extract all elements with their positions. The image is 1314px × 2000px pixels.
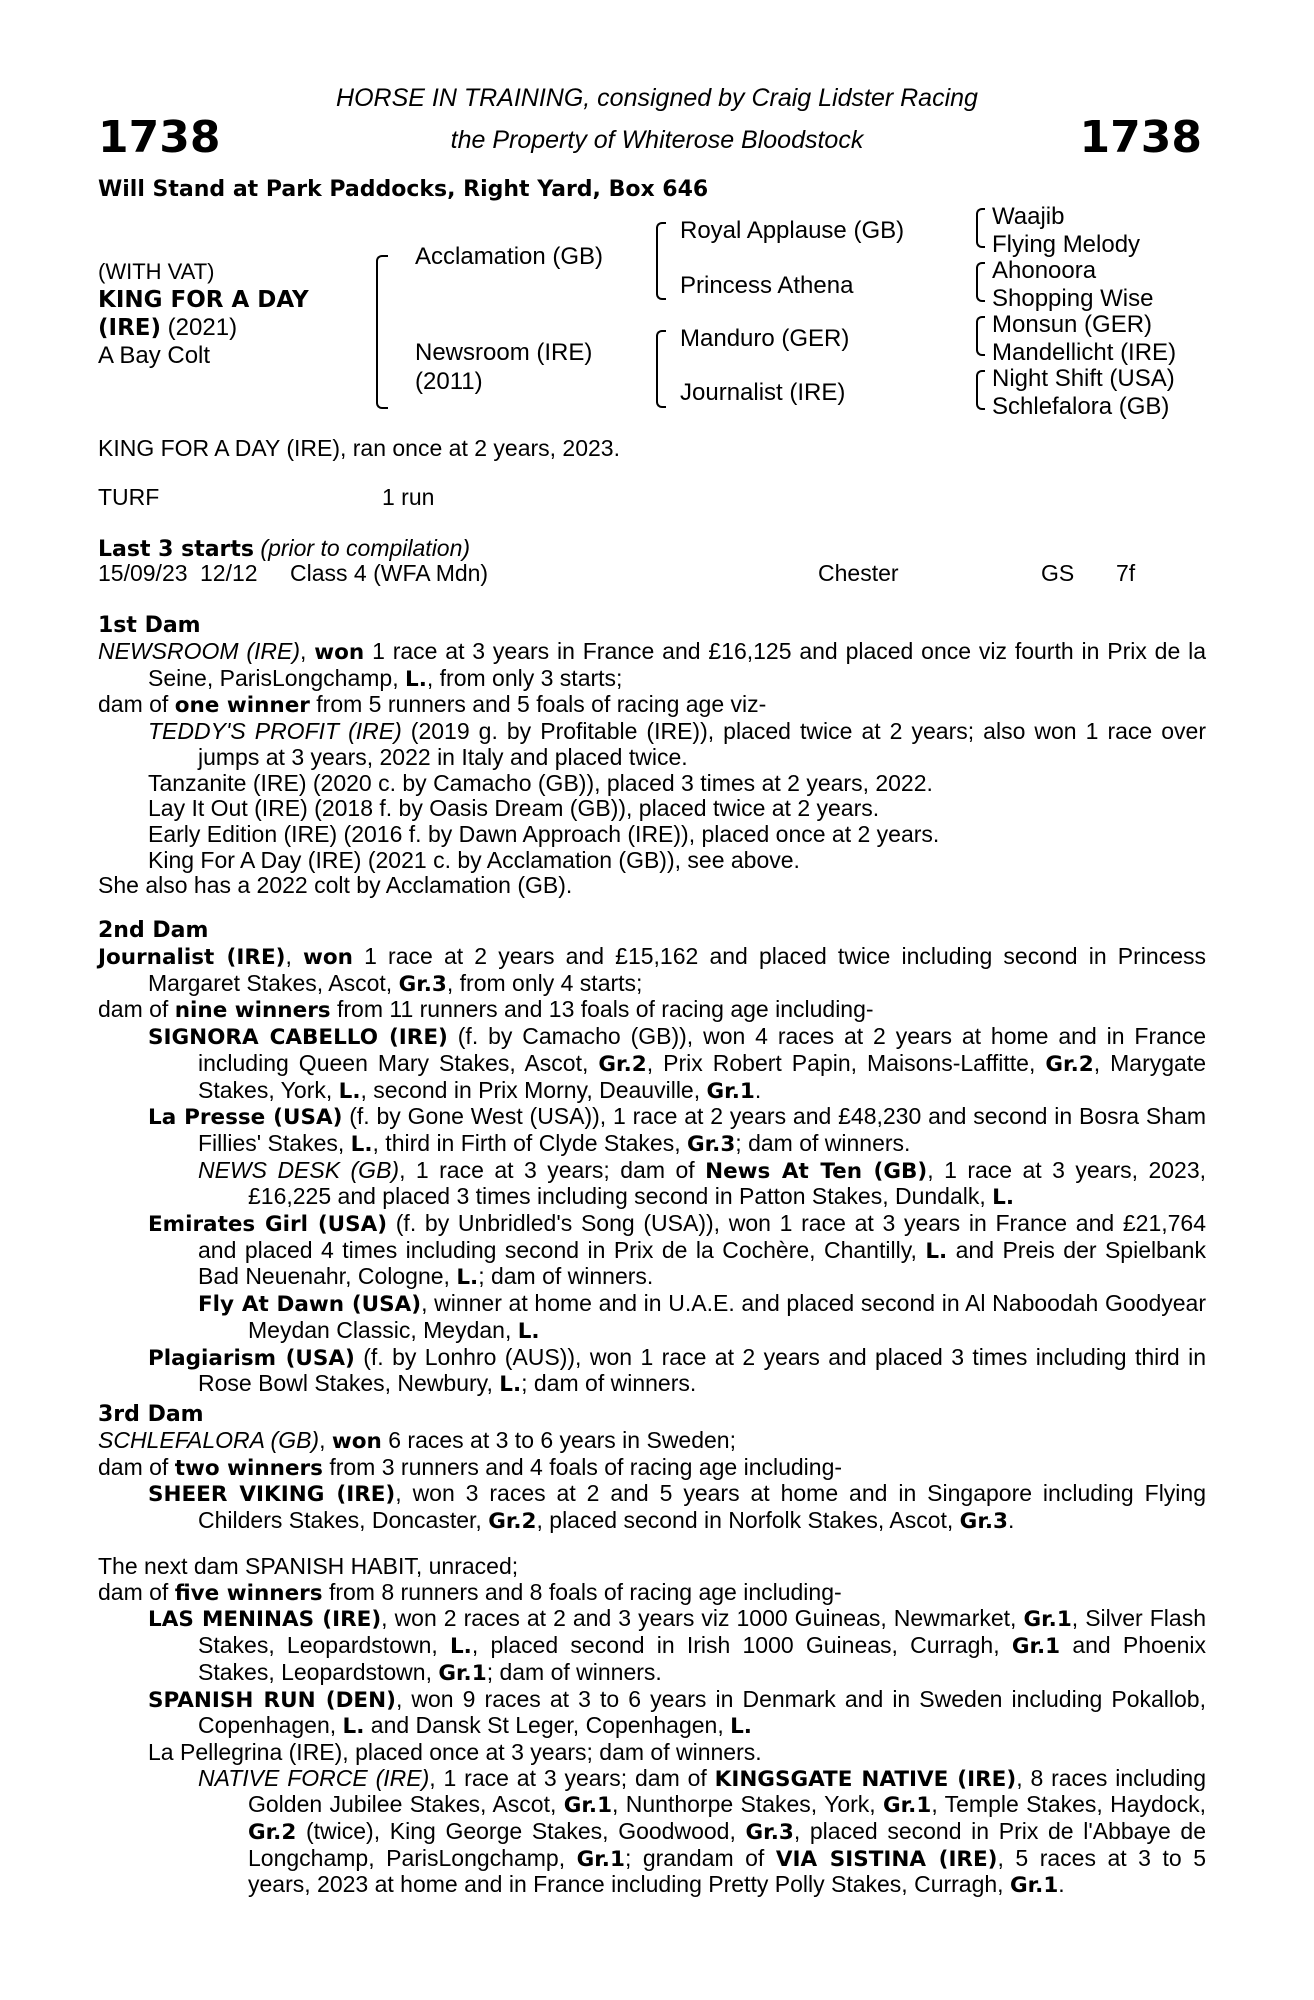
pedigree-brace-g3-1 bbox=[976, 208, 985, 248]
pedigree-paragraph bbox=[148, 1024, 1206, 1104]
bold-text: L. bbox=[338, 1078, 361, 1104]
pedigree-dam: Newsroom (IRE) bbox=[415, 339, 593, 366]
third-dam-heading: 3rd Dam bbox=[98, 1402, 204, 1427]
bold-text: L. bbox=[925, 1238, 948, 1264]
pedigree-paragraph bbox=[98, 873, 1206, 899]
bold-text: Gr.3 bbox=[745, 1820, 794, 1846]
horse-year: (2021) bbox=[161, 314, 238, 341]
text-run: , 5 races at 3 to 5 years, 2023 at home and in France including Pretty Polly Stakes, Curragh, bbox=[248, 1844, 1206, 1898]
bold-text: Gr.2 bbox=[598, 1051, 647, 1077]
text-run: , bbox=[285, 943, 303, 969]
text-run: Tanzanite (IRE) (2020 c. by Camacho (GB)), placed 3 times at 2 years, 2022. bbox=[148, 769, 933, 796]
text-run: dam of bbox=[98, 996, 175, 1023]
bold-text: nine winners bbox=[174, 998, 331, 1024]
text-run: from 5 runners and 5 foals of racing age viz- bbox=[309, 691, 767, 718]
first-dam-heading: 1st Dam bbox=[98, 613, 201, 638]
text-run: , third in Firth of Clyde Stakes, bbox=[372, 1129, 687, 1156]
horse-name-line2 bbox=[98, 314, 309, 342]
bold-text: one winner bbox=[174, 693, 310, 719]
pedigree-g3-night-shift: Night Shift (USA) bbox=[992, 365, 1175, 392]
bold-text: KINGSGATE NATIVE (IRE) bbox=[714, 1766, 1017, 1792]
text-run: The next dam SPANISH HABIT, unraced; bbox=[98, 1553, 519, 1579]
stable-location: Will Stand at Park Paddocks, Right Yard, Box 646 bbox=[98, 177, 709, 202]
pedigree-paragraph bbox=[98, 692, 1206, 719]
bold-text: five winners bbox=[174, 1580, 323, 1606]
bold-text: L. bbox=[342, 1714, 365, 1740]
pedigree-g3-shopping-wise: Shopping Wise bbox=[992, 285, 1154, 312]
second-dam-body bbox=[98, 944, 1206, 1398]
bold-text: won bbox=[314, 640, 365, 665]
bold-text: L. bbox=[456, 1265, 479, 1291]
pedigree-paragraph bbox=[148, 719, 1206, 770]
bold-text: won bbox=[303, 945, 353, 970]
text-run: ; dam of winners. bbox=[521, 1370, 697, 1397]
pedigree-sire: Acclamation (GB) bbox=[415, 243, 604, 270]
text-run: , 8 races including Golden Jubilee Stakes, Ascot, bbox=[248, 1764, 1206, 1818]
last-starts-note: (prior to compilation) bbox=[254, 535, 471, 561]
text-run: ; dam of winners. bbox=[478, 1263, 654, 1290]
text-run: 6 races at 3 to 6 years in Sweden; bbox=[381, 1427, 736, 1453]
text-run: La Pellegrina (IRE), placed once at 3 years; dam of winners. bbox=[148, 1738, 762, 1765]
pedigree-paragraph bbox=[148, 1687, 1206, 1740]
bold-text: two winners bbox=[174, 1455, 323, 1481]
text-run: She also has a 2022 colt by Acclamation (GB). bbox=[98, 872, 573, 899]
pedigree-g3-schlefalora: Schlefalora (GB) bbox=[992, 393, 1170, 420]
horse-name: KING FOR A DAY bbox=[98, 287, 309, 313]
text-run: , bbox=[319, 1427, 332, 1453]
bold-text: Gr.2 bbox=[1045, 1051, 1094, 1077]
text-run: 1 race at 2 years and £15,162 and placed twice including second in Princess Margaret Stakes, Ascot, bbox=[148, 943, 1206, 996]
pedigree-paragraph bbox=[148, 1211, 1206, 1291]
pedigree-paragraph bbox=[198, 1291, 1206, 1344]
text-run: , 1 race at 3 years, 2023, £16,225 and placed 3 times including second in Patton Stakes, Dundalk, bbox=[248, 1156, 1206, 1210]
pedigree-brace-sire bbox=[656, 222, 666, 300]
text-run: , from only 4 starts; bbox=[446, 969, 643, 996]
text-run: , won 2 races at 2 and 3 years viz 1000 Guineas, Newmarket, bbox=[381, 1605, 1024, 1632]
pedigree-g3-flying-melody: Flying Melody bbox=[992, 231, 1141, 258]
bold-text: VIA SISTINA (IRE) bbox=[775, 1846, 998, 1872]
text-run: , Temple Stakes, Haydock, bbox=[931, 1791, 1206, 1818]
text-run: , 1 race at 3 years; dam of bbox=[429, 1764, 715, 1791]
bold-text: won bbox=[331, 1429, 382, 1454]
text-run: and Dansk St Leger, Copenhagen, bbox=[364, 1712, 731, 1739]
first-dam-body bbox=[98, 639, 1206, 899]
bold-text: L. bbox=[350, 1131, 373, 1157]
text-run: (f. by Camacho (GB)), won 4 races at 2 years at home and in France including Queen Mary Stakes, Ascot, bbox=[198, 1023, 1206, 1076]
text-run: 1 race at 3 years in France and £16,125 and placed once viz fourth in Prix de la Seine, ParisLongchamp, bbox=[148, 638, 1206, 691]
text-run: and Preis der Spielbank Bad Neuenahr, Cologne, bbox=[198, 1236, 1206, 1290]
pedigree-paragraph bbox=[98, 1580, 1206, 1607]
bold-text: Gr.1 bbox=[1011, 1634, 1061, 1660]
text-run: (f. by Unbridled's Song (USA)), won 1 race at 3 years in France and £21,764 and placed 4 times including second in Prix de la Cochère, Chantilly, bbox=[198, 1210, 1206, 1263]
pedigree-brace-gen1 bbox=[376, 255, 388, 409]
bold-text: LAS MENINAS (IRE) bbox=[148, 1607, 382, 1633]
vat-status: (WITH VAT) bbox=[98, 259, 215, 284]
last-starts-title bbox=[98, 536, 470, 562]
text-run: (f. by Lonhro (AUS)), won 1 race at 2 years and placed 3 times including third in Rose Bowl Stakes, Newbury, bbox=[198, 1343, 1206, 1397]
record-surface: TURF bbox=[98, 484, 160, 510]
text-run: ; grandam of bbox=[624, 1844, 776, 1871]
text-run: King For A Day (IRE) (2021 c. by Acclamation (GB)), see above. bbox=[148, 846, 800, 873]
text-run: . bbox=[1007, 1507, 1015, 1534]
pedigree-dam-sire: Manduro (GER) bbox=[680, 325, 850, 352]
text-run: from 8 runners and 8 foals of racing age including- bbox=[322, 1578, 842, 1605]
pedigree-paragraph bbox=[98, 1455, 1206, 1482]
text-run: Lay It Out (IRE) (2018 f. by Oasis Dream (GB)), placed twice at 2 years. bbox=[148, 795, 880, 822]
pedigree-paragraph bbox=[98, 997, 1206, 1024]
pedigree-brace-g3-3 bbox=[976, 316, 985, 356]
pedigree-paragraph bbox=[148, 1606, 1206, 1686]
pedigree-paragraph bbox=[148, 848, 1206, 874]
pedigree-sire-sire: Royal Applause (GB) bbox=[680, 217, 905, 244]
bold-text: Fly At Dawn (USA) bbox=[198, 1292, 422, 1318]
text-run: ; dam of winners. bbox=[735, 1129, 911, 1156]
pedigree-sire-dam: Princess Athena bbox=[680, 272, 854, 299]
start-race: Class 4 (WFA Mdn) bbox=[290, 560, 489, 586]
pedigree-paragraph bbox=[148, 1104, 1206, 1157]
bold-text: Gr.1 bbox=[883, 1793, 932, 1819]
pedigree-g3-mandellicht: Mandellicht (IRE) bbox=[992, 339, 1177, 366]
pedigree-paragraph bbox=[98, 944, 1206, 997]
italic-text: NATIVE FORCE (IRE) bbox=[198, 1764, 430, 1791]
text-run: from 11 runners and 13 foals of racing age including- bbox=[330, 996, 874, 1023]
text-run: . bbox=[1058, 1871, 1065, 1898]
italic-text: NEWS DESK (GB) bbox=[198, 1156, 400, 1183]
bold-text: Gr.1 bbox=[706, 1078, 755, 1104]
bold-text: Gr.1 bbox=[1023, 1607, 1072, 1633]
italic-text: NEWSROOM (IRE) bbox=[98, 638, 301, 664]
text-run: , winner at home and in U.A.E. and placed second in Al Naboodah Goodyear Meydan Classic, Meydan, bbox=[248, 1290, 1206, 1343]
bold-text: Journalist (IRE) bbox=[98, 945, 286, 970]
bold-text: L. bbox=[499, 1372, 522, 1398]
start-row bbox=[98, 561, 1198, 587]
horse-identity bbox=[98, 258, 309, 370]
text-run: Early Edition (IRE) (2016 f. by Dawn Approach (IRE)), placed once at 2 years. bbox=[148, 820, 940, 847]
lot-number-left: 1738 bbox=[98, 112, 221, 163]
pedigree-dam-dam: Journalist (IRE) bbox=[680, 379, 846, 406]
text-run: , 1 race at 3 years; dam of bbox=[399, 1156, 706, 1183]
bold-text: Gr.2 bbox=[488, 1509, 537, 1535]
text-run: from 3 runners and 4 foals of racing age including- bbox=[322, 1453, 843, 1480]
start-distance: 7f bbox=[1116, 560, 1136, 586]
text-run: , Marygate Stakes, York, bbox=[198, 1049, 1206, 1103]
bold-text: L. bbox=[405, 666, 427, 692]
bold-text: Gr.1 bbox=[563, 1793, 613, 1819]
pedigree-paragraph bbox=[198, 1766, 1206, 1900]
pedigree-paragraph bbox=[98, 1554, 1206, 1580]
pedigree-paragraph bbox=[148, 1740, 1206, 1766]
pedigree-paragraph bbox=[148, 796, 1206, 822]
bold-text: Plagiarism (USA) bbox=[148, 1345, 355, 1371]
consignment-line: HORSE IN TRAINING, consigned by Craig Lidster Racing bbox=[336, 84, 978, 112]
second-dam-heading: 2nd Dam bbox=[98, 918, 209, 943]
next-dam-body bbox=[98, 1554, 1206, 1899]
start-position: 12/12 bbox=[200, 560, 258, 586]
text-run: dam of bbox=[98, 691, 175, 718]
pedigree-g3-monsun: Monsun (GER) bbox=[992, 311, 1153, 338]
pedigree-brace-g3-4 bbox=[976, 370, 985, 410]
bold-text: SPANISH RUN (DEN) bbox=[148, 1687, 396, 1713]
text-run: (f. by Gone West (USA)), 1 race at 2 years and £48,230 and second in Bosra Sham Fillies' Stakes, bbox=[198, 1103, 1206, 1156]
bold-text: Gr.1 bbox=[576, 1846, 625, 1872]
bold-text: SIGNORA CABELLO (IRE) bbox=[148, 1025, 448, 1051]
pedigree-dam-year: (2011) bbox=[415, 368, 483, 395]
text-run: , placed second in Norfolk Stakes, Ascot, bbox=[536, 1507, 960, 1534]
horse-description: A Bay Colt bbox=[98, 342, 211, 369]
bold-text: L. bbox=[730, 1714, 752, 1740]
third-dam-body bbox=[98, 1428, 1206, 1535]
bold-text: L. bbox=[992, 1185, 1015, 1211]
text-run: , won 9 races at 3 to 6 years in Denmark and in Sweden including Pokallob, Copenhagen, bbox=[198, 1685, 1206, 1739]
start-date: 15/09/23 bbox=[98, 560, 188, 586]
pedigree-paragraph bbox=[148, 822, 1206, 848]
race-summary: KING FOR A DAY (IRE), ran once at 2 years, 2023. bbox=[98, 435, 620, 461]
text-run: , Nunthorpe Stakes, York, bbox=[612, 1791, 883, 1818]
start-course: Chester bbox=[818, 560, 899, 586]
text-run: , Silver Flash Stakes, Leopardstown, bbox=[198, 1605, 1206, 1659]
lot-number-right: 1738 bbox=[1079, 112, 1202, 163]
pedigree-paragraph bbox=[148, 771, 1206, 797]
pedigree-brace-dam bbox=[656, 330, 666, 408]
pedigree-paragraph bbox=[98, 1428, 1206, 1455]
text-run: dam of bbox=[98, 1578, 175, 1605]
pedigree-paragraph bbox=[198, 1158, 1206, 1211]
record-runs: 1 run bbox=[382, 484, 435, 510]
italic-text: TEDDY'S PROFIT (IRE) bbox=[148, 718, 402, 745]
text-run: and Phoenix Stakes, Leopardstown, bbox=[198, 1632, 1207, 1685]
bold-text: News At Ten (GB) bbox=[705, 1158, 928, 1184]
bold-text: Gr.3 bbox=[398, 971, 447, 997]
horse-country: (IRE) bbox=[98, 315, 162, 341]
bold-text: La Presse (USA) bbox=[148, 1105, 343, 1131]
text-run: , placed second in Irish 1000 Guineas, Curragh, bbox=[471, 1632, 1012, 1659]
pedigree-brace-g3-2 bbox=[976, 262, 985, 302]
text-run: , won 3 races at 2 and 5 years at home and in Singapore including Flying Childers Stakes, Doncaster, bbox=[198, 1480, 1206, 1534]
second-dam-section bbox=[98, 918, 1206, 1398]
bold-text: Emirates Girl (USA) bbox=[148, 1212, 388, 1238]
text-run: , Prix Robert Papin, Maisons-Laffitte, bbox=[646, 1049, 1046, 1076]
text-run: (2019 g. by Profitable (IRE)), placed twice at 2 years; also won 1 race over jumps at 3 years, 2022 in Italy and placed twice. bbox=[198, 718, 1206, 770]
first-dam-section bbox=[98, 613, 1206, 899]
pedigree-paragraph bbox=[148, 1481, 1206, 1534]
bold-text: L. bbox=[517, 1318, 540, 1344]
bold-text: Gr.1 bbox=[1009, 1873, 1059, 1899]
start-going: GS bbox=[1041, 560, 1075, 586]
bold-text: Gr.2 bbox=[248, 1820, 297, 1846]
text-run: dam of bbox=[98, 1453, 175, 1480]
text-run: ; dam of winners. bbox=[486, 1658, 662, 1685]
pedigree-g3-ahonoora: Ahonoora bbox=[992, 257, 1097, 284]
text-run: . bbox=[754, 1076, 762, 1103]
bold-text: Gr.1 bbox=[438, 1660, 487, 1686]
bold-text: L. bbox=[449, 1634, 472, 1660]
text-run: , from only 3 starts; bbox=[426, 664, 623, 691]
pedigree-paragraph bbox=[98, 639, 1206, 692]
text-run: , second in Prix Morny, Deauville, bbox=[360, 1076, 707, 1103]
bold-text: Gr.3 bbox=[686, 1131, 736, 1157]
last-starts-heading: Last 3 starts bbox=[98, 537, 255, 562]
third-dam-section bbox=[98, 1402, 1206, 1535]
pedigree-g3-waajib: Waajib bbox=[992, 203, 1065, 230]
text-run: (twice), King George Stakes, Goodwood, bbox=[296, 1818, 746, 1845]
text-run: , placed second in Prix de l'Abbaye de Longchamp, ParisLongchamp, bbox=[248, 1818, 1207, 1871]
pedigree-paragraph bbox=[148, 1345, 1206, 1398]
text-run: , bbox=[300, 638, 315, 664]
bold-text: SHEER VIKING (IRE) bbox=[148, 1482, 396, 1508]
bold-text: Gr.3 bbox=[959, 1509, 1008, 1535]
property-line: the Property of Whiterose Bloodstock bbox=[450, 126, 864, 154]
italic-text: SCHLEFALORA (GB) bbox=[98, 1427, 320, 1453]
next-dam-section bbox=[98, 1554, 1206, 1899]
